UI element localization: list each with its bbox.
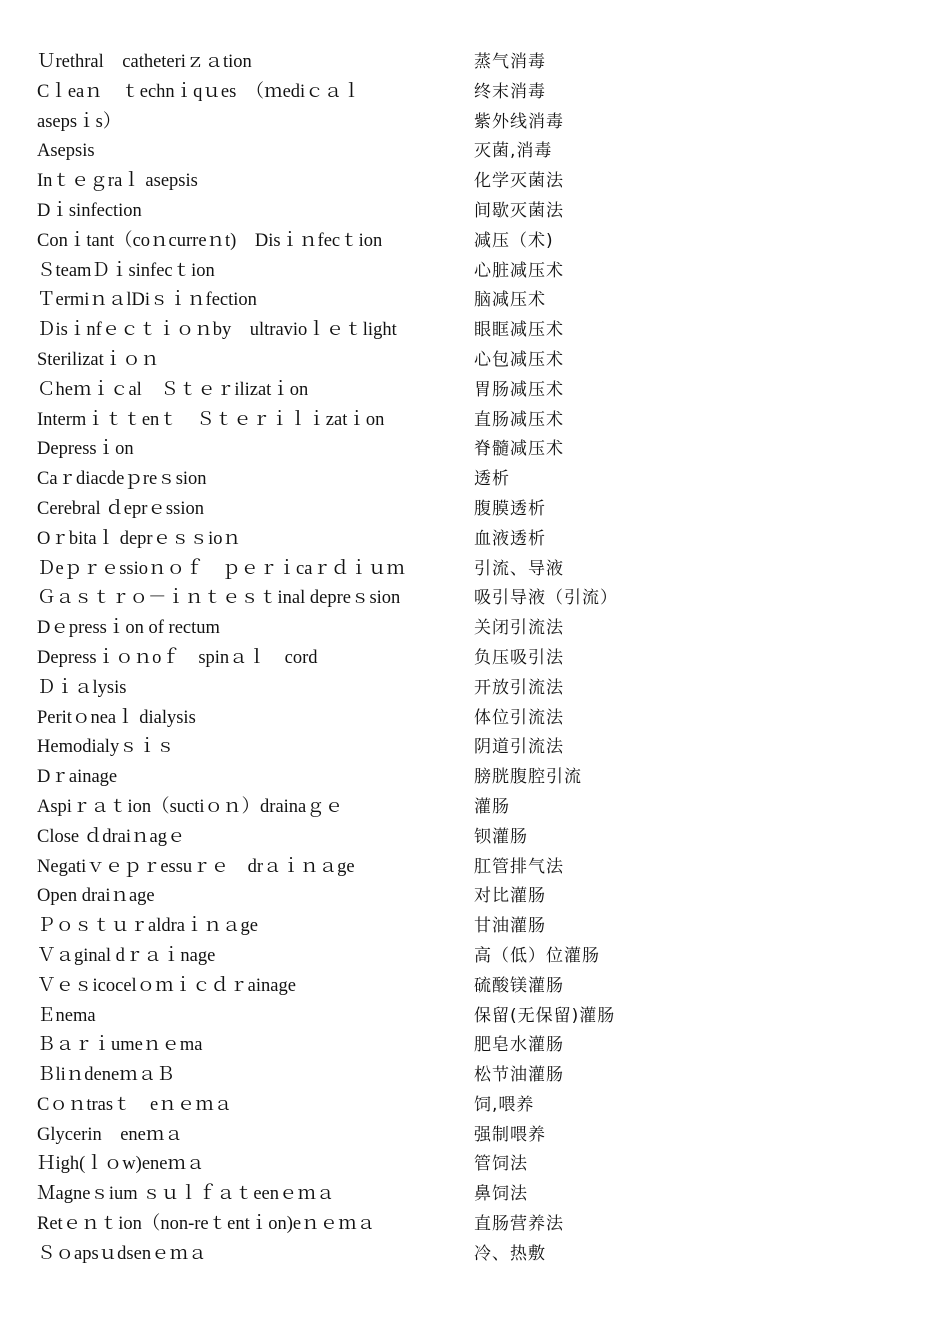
chinese-term-line: 关闭引流法 bbox=[474, 618, 564, 639]
english-term-line: Ｓｏapsｕdsenｅｍａ bbox=[37, 1243, 207, 1264]
chinese-term-line: 体位引流法 bbox=[474, 707, 564, 728]
english-term-line: Glycerin eneｍａ bbox=[37, 1124, 183, 1145]
english-term-line: ＢliｎdeneｍａＢ bbox=[37, 1065, 175, 1086]
english-term-line: Caｒdiacdeｐreｓsion bbox=[37, 469, 207, 490]
chinese-term-line: 腹膜透析 bbox=[474, 498, 546, 519]
chinese-term-line: 饲,喂养 bbox=[474, 1094, 535, 1115]
chinese-term-line: 甘油灌肠 bbox=[474, 916, 546, 937]
english-term-line: Hemodialyｓｉｓ bbox=[37, 737, 175, 758]
chinese-term-line: 减压（术) bbox=[474, 230, 554, 251]
chinese-term-line: 心脏减压术 bbox=[474, 260, 564, 281]
english-term-column bbox=[37, 48, 457, 1270]
english-term-line: Cｏｎtrasｔ eｎｅｍａ bbox=[37, 1094, 233, 1115]
chinese-term-line: 心包减压术 bbox=[474, 349, 564, 370]
chinese-term-line: 鼻饲法 bbox=[474, 1184, 528, 1205]
chinese-term-line: 管饲法 bbox=[474, 1154, 528, 1175]
chinese-term-line: 肥皂水灌肠 bbox=[474, 1035, 564, 1056]
chinese-term-line: 硫酸镁灌肠 bbox=[474, 975, 564, 996]
chinese-term-line: 直肠营养法 bbox=[474, 1214, 564, 1235]
english-term-line: Open draiｎage bbox=[37, 886, 155, 907]
chinese-term-line: 灭菌,消毒 bbox=[474, 141, 553, 162]
chinese-term-line: 膀胱腹腔引流 bbox=[474, 767, 582, 788]
english-term-line: Ｄisｉnfｅｃｔｉｏｎby ultravioｌｅｔlight bbox=[37, 320, 397, 341]
chinese-term-line: 紫外线消毒 bbox=[474, 111, 564, 132]
english-term-line: Ｇａｓｔｒｏ－ｉｎｔｅｓｔinal depreｓsion bbox=[37, 588, 401, 609]
english-term-line: Ｖｅｓicocelｏｍｉｃｄｒainage bbox=[37, 975, 296, 996]
english-term-line: Retｅｎｔion（non-reｔentｉon)eｎｅｍａ bbox=[37, 1214, 376, 1235]
chinese-term-line: 蒸气消毒 bbox=[474, 52, 546, 72]
english-term-line: Conｉtant（coｎcurreｎt) Disｉｎfecｔion bbox=[37, 230, 383, 251]
english-term-line: Oｒbitaｌ deprｅｓｓioｎ bbox=[37, 528, 241, 549]
chinese-term-line: 开放引流法 bbox=[474, 677, 564, 698]
chinese-term-line: 阴道引流法 bbox=[474, 737, 564, 758]
english-term-line: Ｕrethral catheteriｚａtion bbox=[37, 52, 252, 72]
chinese-term-line: 化学灭菌法 bbox=[474, 171, 564, 192]
chinese-term-line: 高（低）位灌肠 bbox=[474, 945, 600, 966]
english-term-line: Ｍagneｓium ｓｕｌｆａｔeenｅｍａ bbox=[37, 1184, 335, 1205]
chinese-term-line: 脊髓减压术 bbox=[474, 439, 564, 460]
english-term-line: Negatiｖｅｐｒessuｒｅ drａｉｎａge bbox=[37, 856, 355, 877]
english-term-line: Ｄｉａlysis bbox=[37, 677, 127, 698]
chinese-term-line: 胃肠减压术 bbox=[474, 379, 564, 400]
chinese-term-line: 松节油灌肠 bbox=[474, 1065, 564, 1086]
chinese-term-line: 对比灌肠 bbox=[474, 886, 546, 907]
chinese-term-line: 灌肠 bbox=[474, 796, 510, 817]
chinese-term-line: 负压吸引法 bbox=[474, 647, 564, 668]
english-term-line: Cｌeaｎ ｔechnｉqｕes （ｍediｃａｌ bbox=[37, 81, 361, 102]
english-term-line: Asepsis bbox=[37, 141, 95, 162]
english-term-line: asepsｉs） bbox=[37, 111, 122, 132]
english-term-line: Depressｉon bbox=[37, 439, 134, 460]
chinese-term-line: 吸引导液（引流） bbox=[474, 588, 618, 609]
chinese-term-column bbox=[474, 48, 914, 1270]
english-term-line: Peritｏneaｌ dialysis bbox=[37, 707, 196, 728]
english-term-line: Cerebral ｄeprｅssion bbox=[37, 498, 204, 519]
chinese-term-line: 间歇灭菌法 bbox=[474, 200, 564, 221]
chinese-term-line: 冷、热敷 bbox=[474, 1243, 546, 1264]
chinese-term-line: 直肠减压术 bbox=[474, 409, 564, 430]
english-term-line: Dｅpressｉon of rectum bbox=[37, 618, 220, 639]
english-term-line: Inｔｅｇraｌ asepsis bbox=[37, 171, 198, 192]
chinese-term-line: 终末消毒 bbox=[474, 81, 546, 102]
chinese-term-line: 脑减压术 bbox=[474, 290, 546, 311]
chinese-term-line: 保留(无保留)灌肠 bbox=[474, 1005, 616, 1026]
english-term-line: Ｈigh(ｌｏw)eneｍａ bbox=[37, 1154, 205, 1175]
english-term-line: Ｃheｍｉｃal Ｓｔｅｒilizatｉon bbox=[37, 379, 309, 400]
english-term-line: Close ｄdraiｎagｅ bbox=[37, 826, 186, 847]
english-term-line: Sterilizatｉｏｎ bbox=[37, 349, 160, 370]
chinese-term-line: 肛管排气法 bbox=[474, 856, 564, 877]
chinese-term-line: 血液透析 bbox=[474, 528, 546, 549]
english-term-line: ＳteamＤｉsinfecｔion bbox=[37, 260, 215, 281]
english-term-line: Ｅnema bbox=[37, 1005, 96, 1026]
chinese-term-line: 钡灌肠 bbox=[474, 826, 528, 847]
english-term-line: Aspiｒａｔion（suctiｏｎ）drainaｇｅ bbox=[37, 796, 344, 817]
english-term-line: Ｄeｐｒｅssioｎｏｆ ｐｅｒｉcaｒｄｉｕｍ bbox=[37, 558, 405, 579]
chinese-term-line: 强制喂养 bbox=[474, 1124, 546, 1145]
english-term-line: ＴermiｎａlDiｓｉｎfection bbox=[37, 290, 257, 311]
chinese-term-line: 眼眶减压术 bbox=[474, 320, 564, 341]
english-term-line: Ｂａｒｉumeｎｅma bbox=[37, 1035, 203, 1056]
chinese-term-line: 引流、导液 bbox=[474, 558, 564, 579]
english-term-line: Dｒainage bbox=[37, 767, 118, 788]
english-term-line: Ｖａginal dｒａｉnage bbox=[37, 945, 216, 966]
chinese-term-line: 透析 bbox=[474, 469, 510, 490]
english-term-line: Intermｉｔｔenｔ Ｓｔｅｒｉｌｉzatｉon bbox=[37, 409, 385, 430]
english-term-line: Dｉsinfection bbox=[37, 200, 142, 221]
english-term-line: Depressｉｏｎoｆ spinａｌ cord bbox=[37, 647, 318, 668]
english-term-line: Ｐｏｓｔｕｒaldraｉｎａge bbox=[37, 916, 258, 937]
